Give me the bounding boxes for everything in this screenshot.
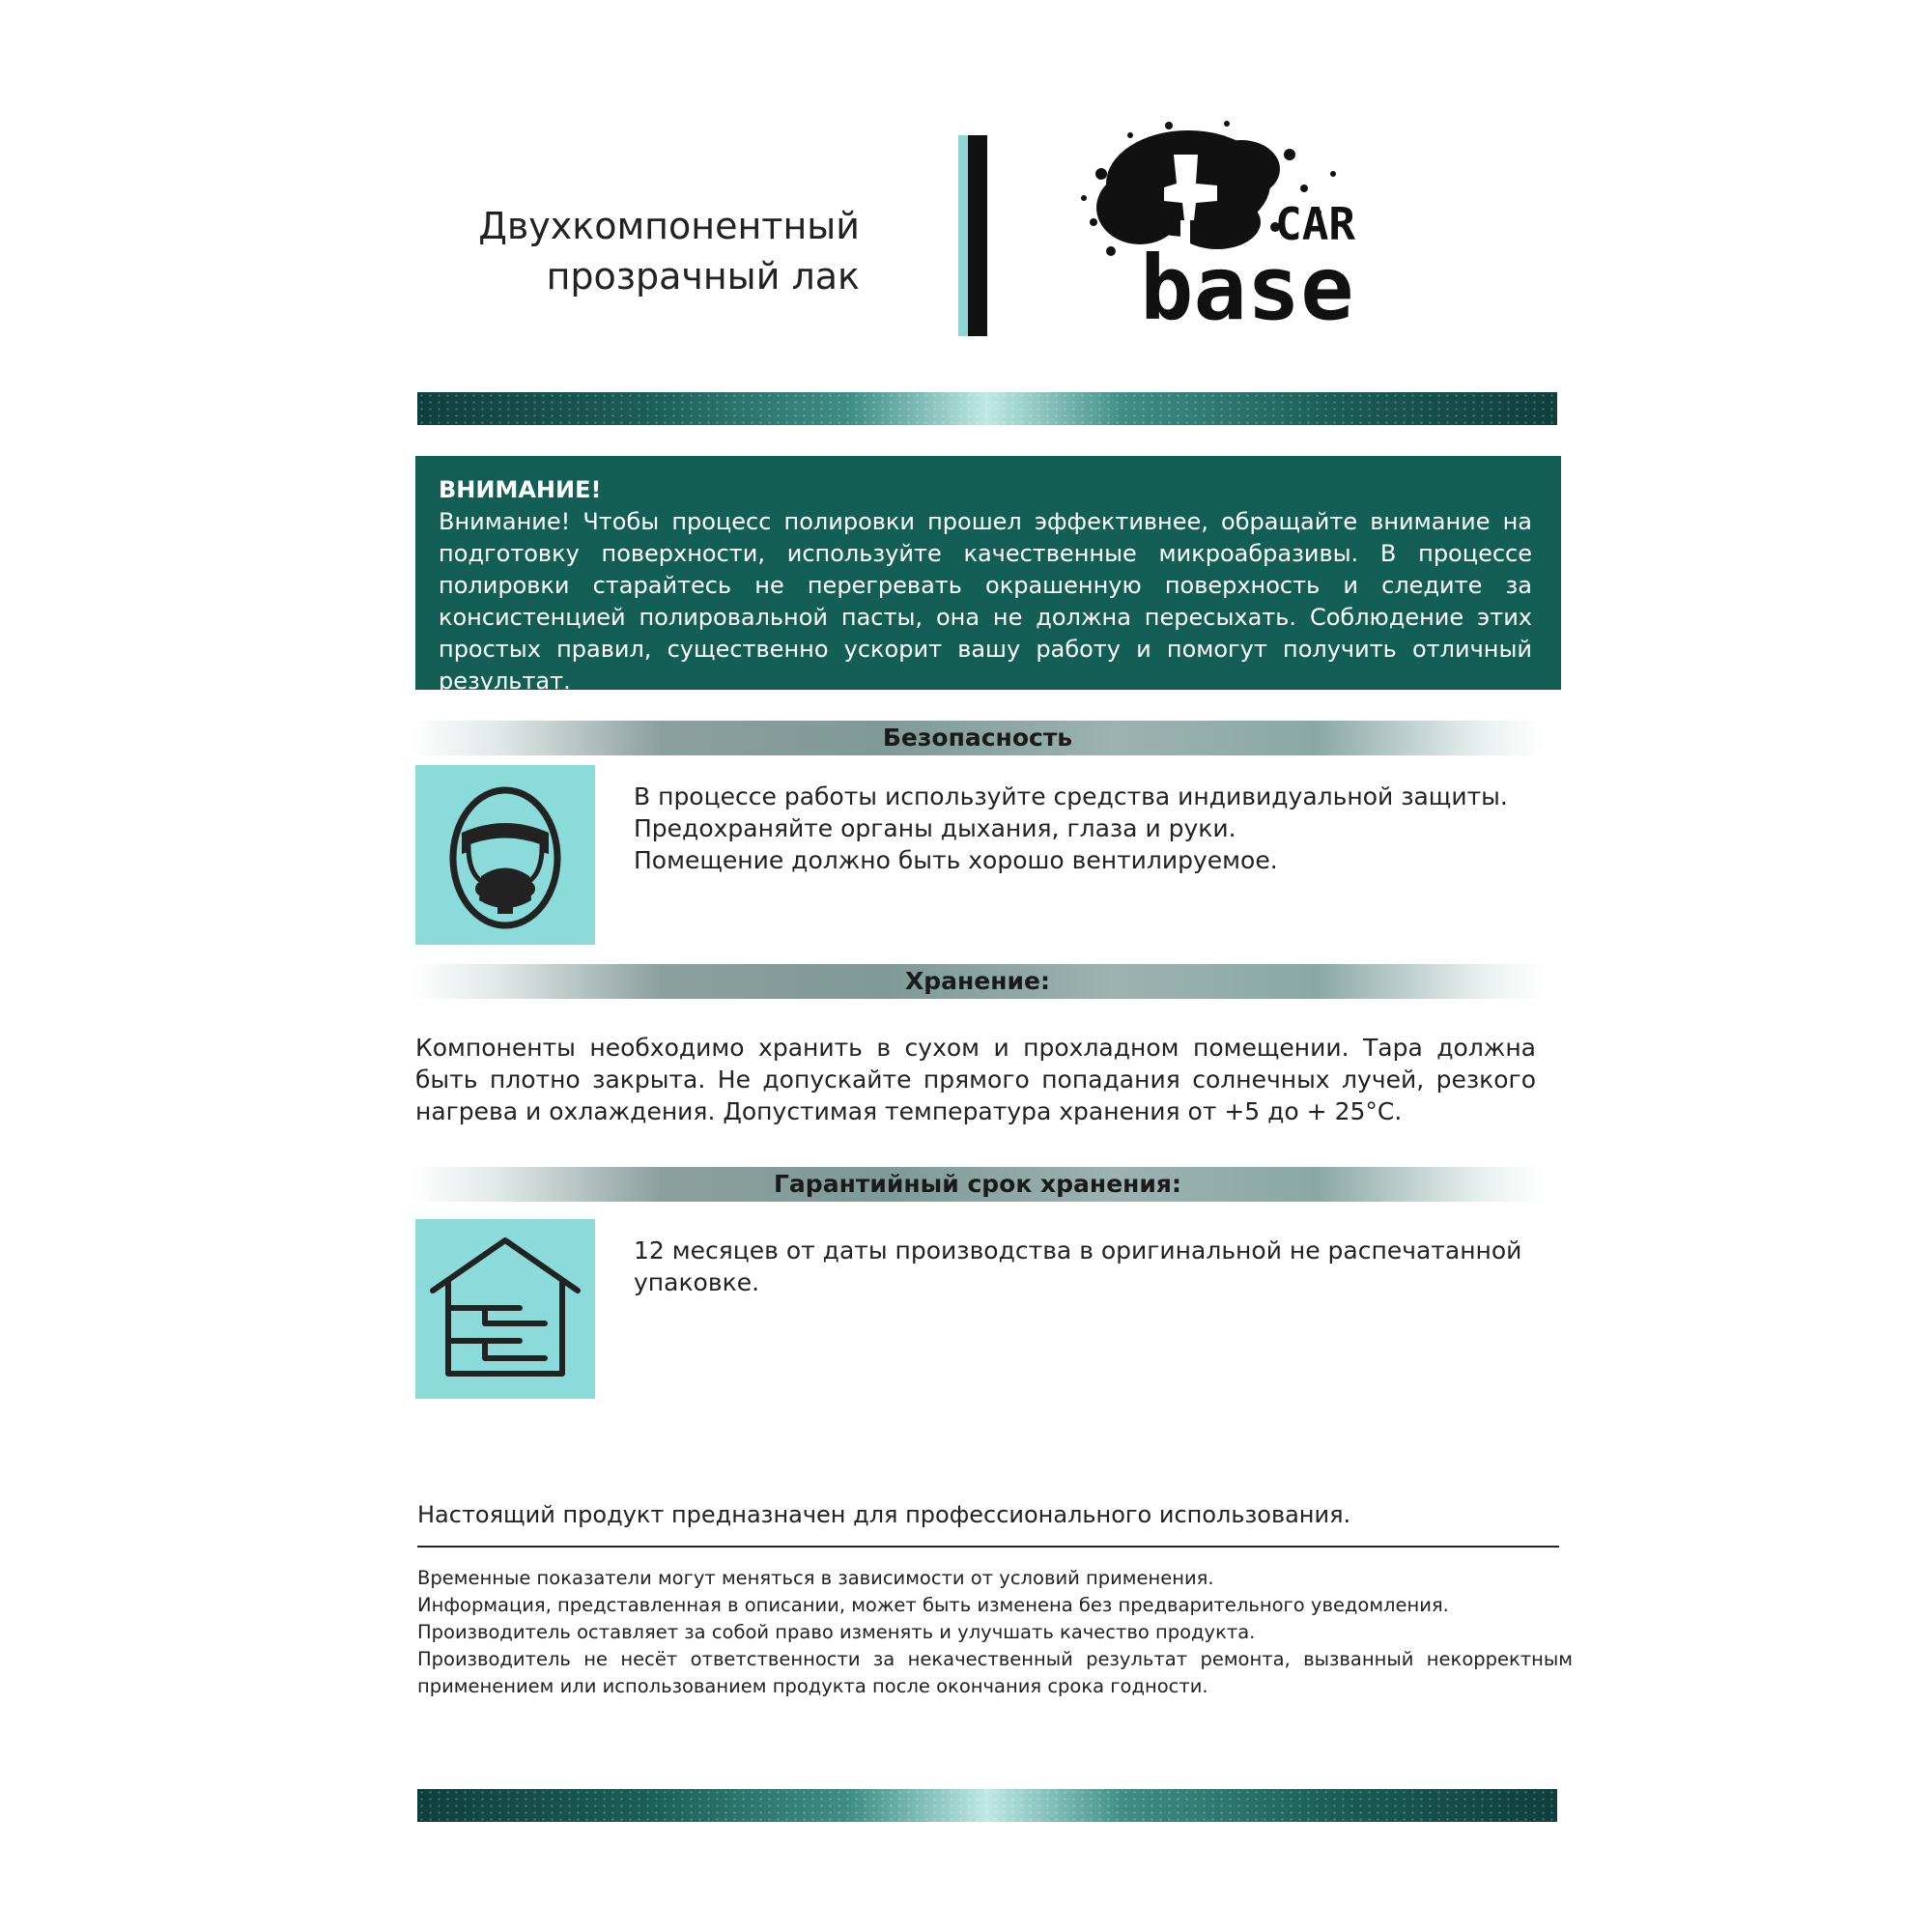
- section-header-warranty: [412, 1167, 1544, 1202]
- spray-gun-icon: [1072, 116, 1391, 348]
- logo-word-car: CAR: [1275, 198, 1356, 250]
- disclaimer-line-2: Информация, представленная в описании, может быть изменена без предварительного уведомления.: [417, 1594, 1449, 1616]
- disclaimer-line-1: Временные показатели могут меняться в зависимости от условий применения.: [417, 1567, 1214, 1589]
- divider-line: [417, 1546, 1559, 1548]
- respirator-mask-icon: [415, 765, 595, 945]
- warranty-text: 12 месяцев от даты производства в оригинальной не распечатанной упаковке.: [634, 1236, 1522, 1296]
- warning-title: ВНИМАНИЕ!: [439, 476, 602, 503]
- product-title-line2: прозрачный лак: [546, 255, 860, 298]
- warning-box: [415, 456, 1561, 695]
- safety-text: [634, 781, 1542, 876]
- safety-line-1: В процессе работы используйте средства индивидуальной защиты.: [634, 782, 1508, 810]
- section-header-safety: [412, 721, 1544, 755]
- section-title-storage: Хранение:: [904, 967, 1050, 995]
- warehouse-icon: [415, 1219, 595, 1399]
- section-title-warranty: Гарантийный срок хранения:: [774, 1170, 1181, 1198]
- section-title-safety: Безопасность: [882, 724, 1073, 752]
- section-header-storage: [412, 964, 1544, 999]
- header-divider: [958, 135, 987, 336]
- brand-logo: [1072, 116, 1391, 348]
- safety-line-3: Помещение должно быть хорошо вентилируемое.: [634, 846, 1278, 874]
- safety-line-2: Предохраняйте органы дыхания, глаза и руки.: [634, 814, 1236, 842]
- professional-use-note: Настоящий продукт предназначен для профессионального использования.: [417, 1501, 1351, 1528]
- logo-word-base: base: [1140, 237, 1354, 340]
- disclaimer-line-3: Производитель оставляет за собой право изменять и улучшать качество продукта.: [417, 1621, 1256, 1643]
- disclaimer: [417, 1565, 1573, 1700]
- disclaimer-line-4: Производитель не несёт ответственности за некачественный результат ремонта, вызванный некорректным применением или использованием продукта после окончания срока годности.: [417, 1648, 1573, 1697]
- warning-text: Внимание! Чтобы процесс полировки прошел эффективнее, обращайте внимание на подготовку поверхности, используйте качественные микроабразивы. В процессе полировки старайтесь не перегревать окрашенную поверхность и следите за консистенцией полировальной пасты, она не должна пересыхать. Соблюдение этих простых правил, существенно ускорит вашу работу и помогут получить отличный результат.: [439, 508, 1532, 695]
- decorative-strip-top: [417, 392, 1557, 425]
- decorative-strip-bottom: [417, 1789, 1557, 1822]
- product-title-line1: Двухкомпонентный: [478, 205, 860, 247]
- product-title: [367, 201, 860, 301]
- storage-text: Компоненты необходимо хранить в сухом и прохладном помещении. Тара должна быть плотно закрыта. Не допускайте прямого попадания солнечных лучей, резкого нагрева и охлаждения. Допустимая температура хранения от +5 до + 25°С.: [415, 1034, 1536, 1125]
